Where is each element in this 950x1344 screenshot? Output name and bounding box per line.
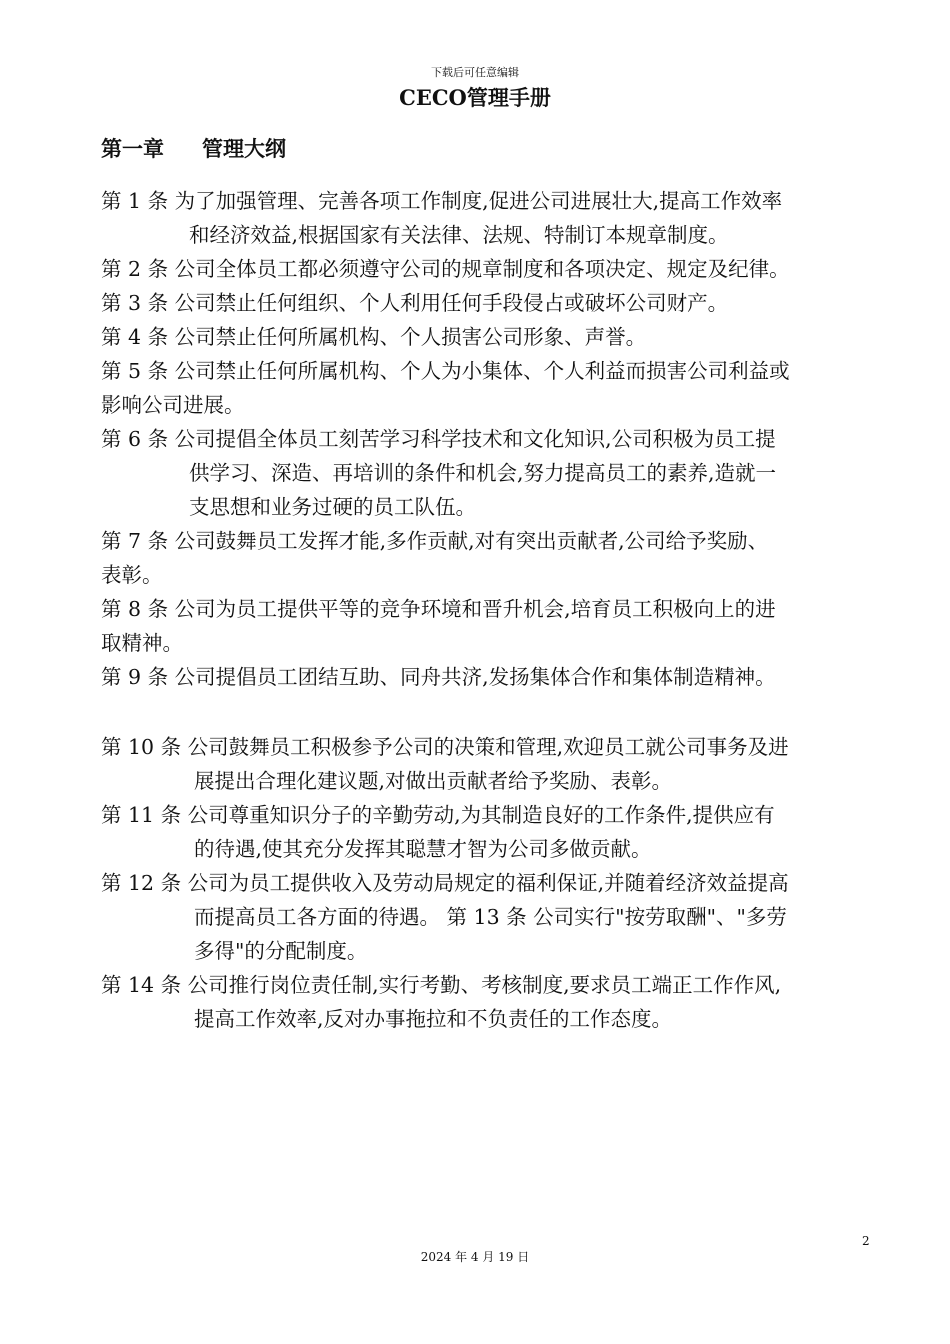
article-line: 供学习、深造、再培训的条件和机会,努力提高员工的素养,造就一 (189, 461, 777, 485)
article-line: 影响公司进展。 (101, 393, 245, 417)
article-line: 支思想和业务过硬的员工队伍。 (189, 495, 476, 519)
article-line: 和经济效益,根据国家有关法律、法规、特制订本规章制度。 (189, 223, 729, 247)
article-line: 第 14 条 公司推行岗位责任制,实行考勤、考核制度,要求员工端正工作作风, (101, 973, 782, 997)
article-line: 第 7 条 公司鼓舞员工发挥才能,多作贡献,对有突出贡献者,公司给予奖励、 (101, 529, 769, 553)
article-line: 第 5 条 公司禁止任何所属机构、个人为小集体、个人利益而损害公司利益或 (101, 359, 790, 383)
article-line: 第 12 条 公司为员工提供收入及劳动局规定的福利保证,并随着经济效益提高 (101, 871, 789, 895)
articles (101, 184, 881, 1036)
article-line: 多得"的分配制度。 (194, 939, 368, 963)
article-line: 第 1 条 为了加强管理、完善各项工作制度,促进公司进展壮大,提高工作效率 (101, 189, 783, 213)
document-title: CECO管理手册 (399, 85, 551, 110)
chapter-title: 管理大纲 (202, 136, 286, 161)
page-number: 2 (862, 1234, 870, 1248)
article-line: 第 9 条 公司提倡员工团结互助、同舟共济,发扬集体合作和集体制造精神。 (101, 665, 776, 689)
article-line: 提高工作效率,反对办事拖拉和不负责任的工作态度。 (194, 1007, 673, 1031)
footer-date: 2024 年 4 月 19 日 (420, 1250, 530, 1264)
article-line: 的待遇,使其充分发挥其聪慧才智为公司多做贡献。 (194, 837, 652, 861)
article-line: 展提出合理化建议题,对做出贡献者给予奖励、表彰。 (194, 769, 673, 793)
article-line: 第 10 条 公司鼓舞员工积极参予公司的决策和管理,欢迎员工就公司事务及进 (101, 735, 789, 759)
article-line: 第 11 条 公司尊重知识分子的辛勤劳动,为其制造良好的工作条件,提供应有 (101, 803, 775, 827)
paragraph-spacer (101, 694, 881, 730)
article-line: 第 2 条 公司全体员工都必须遵守公司的规章制度和各项决定、规定及纪律。 (101, 257, 790, 281)
header-note: 下载后可任意编辑 (431, 66, 519, 79)
article-line: 第 8 条 公司为员工提供平等的竞争环境和晋升机会,培育员工积极向上的进 (101, 597, 776, 621)
article-line: 表彰。 (101, 563, 163, 587)
chapter-number: 第一章 (101, 136, 164, 161)
article-line: 第 3 条 公司禁止任何组织、个人利用任何手段侵占或破坏公司财产。 (101, 291, 729, 315)
article-line: 第 6 条 公司提倡全体员工刻苦学习科学技术和文化知识,公司积极为员工提 (101, 427, 776, 451)
article-line: 而提高员工各方面的待遇。 第 13 条 公司实行"按劳取酬"、"多劳 (194, 905, 787, 929)
article-line: 第 4 条 公司禁止任何所属机构、个人损害公司形象、声誉。 (101, 325, 647, 349)
chapter-heading (101, 134, 286, 164)
article-line: 取精神。 (101, 631, 183, 655)
